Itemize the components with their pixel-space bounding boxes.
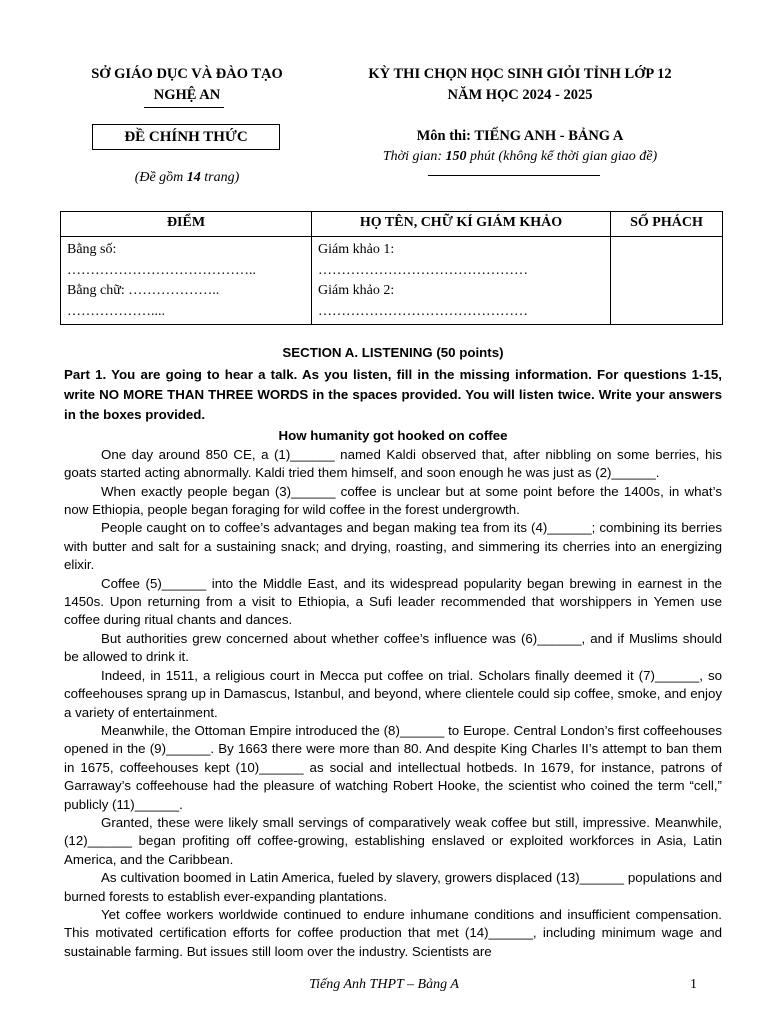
passage-paragraph: Granted, these were likely small servings of comparatively weak coffee but still, impressive. Meanwhile, (12)______ began profiting off coffee-growing, establishing enslaved or exploited workforces in Asia, Latin America, and the Caribbean. [64,814,722,867]
passage-paragraph: People caught on to coffee’s advantages and began making tea from its (4)______; combining its berries with butter and salt for a sustaining snack; and drying, roasting, and simmering its cherries into an energizing elixir. [64,520,722,573]
school-year: NĂM HỌC 2024 - 2025 [447,87,593,103]
province-name: NGHỆ AN [153,87,221,103]
duration-minutes: 150 [445,149,467,164]
section-heading: SECTION A. LISTENING (50 points) [282,345,504,360]
score-cell [61,237,312,325]
passage-paragraph: As cultivation boomed in Latin America, fueled by slavery, growers displaced (13)______ populations and burned forests to establish ever-expanding plantations. [64,870,722,904]
exam-heading [330,64,710,106]
passage-paragraph: Yet coffee workers worldwide continued to endure inhumane conditions and insufficient compensation. This motivated certification efforts for coffee production that met (14)______, including minimum wage and sustainable farming. But issues still loom over the industry. Scientists are [64,906,722,959]
exam-name: KỲ THI CHỌN HỌC SINH GIỎI TỈNH LỚP 12 [368,66,672,82]
passage-paragraph: Meanwhile, the Ottoman Empire introduced the (8)______ to Europe. Central London’s first coffeehouses opened in the (9)______. By 1663 there were more than 80. And despite King Charles II’s attempt to ban them in 1675, coffeehouses kept (10)______ as social and intellectual hotbeds. In 1679, for instance, patrons of Garraway’s coffeehouse had the pleasure of watching Robert Hooke, the scientist who coined the term “cell,” publicly (11)______. [64,722,722,812]
score-in-words-label: Bằng chữ: ……………….. [67,283,220,298]
examiner-header: HỌ TÊN, CHỮ KÍ GIÁM KHẢO [312,212,611,237]
code-cell [611,237,723,325]
passage-paragraph: Coffee (5)______ into the Middle East, and its widespread popularity began brewing in earnest in the 1450s. Upon returning from a visit to Ethiopia, a Sufi leader recommended that worshippers in Yemen use coffee during ritual chants and dances. [64,575,722,628]
page-number: 1 [690,977,697,992]
examiner-2-blank: ……………………………………… [318,303,528,319]
score-in-words-blank: ……………….... [67,303,165,319]
duration-underline [428,175,600,176]
part-instructions: Part 1. You are going to hear a talk. As you listen, fill in the missing information. For questions 1-15, write NO MORE THAN THREE WORDS in the spaces provided. You will listen twice. Write your answers in the boxes provided. [64,367,722,423]
score-header: ĐIỂM [61,212,312,237]
examiner-cell [312,237,611,325]
score-table [60,211,723,325]
exam-duration: Thời gian: 150 phút (không kể thời gian giao đề) [382,149,658,164]
page-footer: Tiếng Anh THPT – Bảng A [309,977,459,992]
department-heading [62,64,312,106]
page-count-note: (Đề gồm 14 trang) [134,170,240,185]
examiner-2-label: Giám khảo 2: [318,283,395,298]
passage-paragraph: One day around 850 CE, a (1)______ named Kaldi observed that, after nibbling on some berries, his goats started acting abnormally. Kaldi tried them himself, and soon enough he was just as (2)______. [64,446,722,481]
score-in-digits-label: Bằng số: [67,242,117,257]
passage-title: How humanity got hooked on coffee [278,428,508,444]
official-exam-box: ĐỀ CHÍNH THỨC [92,124,280,150]
department-name: SỞ GIÁO DỤC VÀ ĐÀO TẠO [91,66,283,82]
code-header: SỐ PHÁCH [611,212,723,237]
exam-subject: Môn thi: TIẾNG ANH - BẢNG A [416,128,624,144]
passage-paragraph: When exactly people began (3)______ coffee is unclear but at some point before the 1400s, in what’s now Ethiopia, people began foraging for wild coffee in the forest undergrowth. [64,483,722,518]
examiner-1-label: Giám khảo 1: [318,242,395,257]
examiner-1-blank: ……………………………………… [318,262,528,278]
department-underline [144,107,224,108]
passage-paragraph: But authorities grew concerned about whether coffee’s influence was (6)______, and if Muslims should be allowed to drink it. [64,630,722,665]
passage-paragraph: Indeed, in 1511, a religious court in Mecca put coffee on trial. Scholars finally deemed it (7)______, so coffeehouses sprang up in Damascus, Istanbul, and beyond, where clientele could sip coffee, smoke, and enjoy a variety of entertainment. [64,667,722,720]
score-in-digits-blank: ………………………………….. [67,262,256,278]
page-count-number: 14 [186,170,201,185]
listening-section [64,344,722,961]
